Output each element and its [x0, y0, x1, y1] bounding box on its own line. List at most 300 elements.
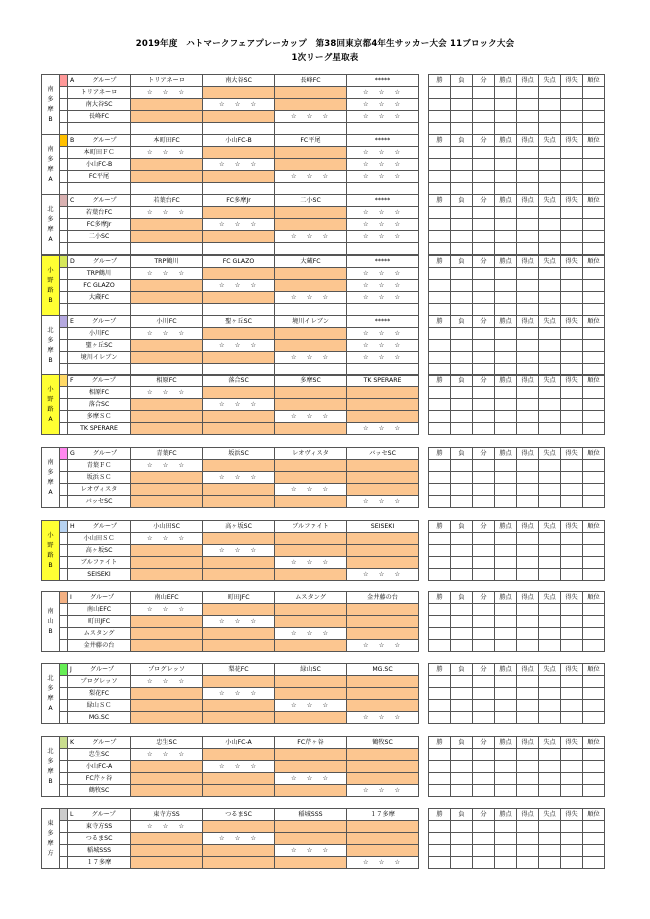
result-cell: [275, 268, 347, 280]
row-blank: [60, 147, 68, 159]
row-blank: [60, 183, 68, 195]
stat-header: 失点: [539, 75, 561, 87]
result-cell: [347, 411, 419, 423]
star-marks: ☆ ☆ ☆: [347, 219, 419, 231]
stat-cell: [473, 472, 495, 484]
result-cell: [203, 243, 275, 255]
stat-header: 順位: [583, 256, 605, 268]
stat-cell: [451, 773, 473, 785]
stat-header: 順位: [583, 809, 605, 821]
stat-header: 得点: [517, 316, 539, 328]
result-cell: [203, 773, 275, 785]
star-marks: ☆ ☆ ☆: [347, 569, 419, 581]
spacer: [419, 352, 429, 364]
row-blank: [60, 292, 68, 304]
row-team-name: 境川イレブン: [68, 352, 131, 364]
stat-header: 勝点: [495, 256, 517, 268]
result-cell: [203, 268, 275, 280]
result-cell: [131, 857, 203, 869]
star-marks: ☆ ☆ ☆: [275, 231, 347, 243]
column-team-name: つるまSC: [203, 809, 275, 821]
stat-cell: [561, 700, 583, 712]
row-team-name: 町田JFC: [68, 616, 131, 628]
stat-cell: [451, 472, 473, 484]
spacer: [419, 75, 429, 87]
stat-cell: [429, 147, 451, 159]
stat-cell: [429, 207, 451, 219]
stat-header: 勝点: [495, 592, 517, 604]
row-team-name: FC芹ヶ谷: [68, 773, 131, 785]
stat-cell: [473, 845, 495, 857]
result-cell: [131, 171, 203, 183]
stat-cell: [429, 700, 451, 712]
stat-cell: [429, 833, 451, 845]
stat-cell: [429, 231, 451, 243]
column-team-name: *****: [347, 316, 419, 328]
column-team-name: 相原FC: [131, 375, 203, 387]
table-row: [42, 280, 605, 292]
column-team-name: 鶴牧SC: [347, 737, 419, 749]
stat-cell: [517, 496, 539, 508]
stat-cell: [429, 749, 451, 761]
stat-header: 順位: [583, 375, 605, 387]
row-team-name: 若葉台FC: [68, 207, 131, 219]
stat-cell: [517, 845, 539, 857]
spacer: [419, 676, 429, 688]
stat-cell: [451, 533, 473, 545]
column-team-name: 坂浜SC: [203, 448, 275, 460]
row-blank: [60, 87, 68, 99]
table-row: [42, 231, 605, 243]
stat-header: 負: [451, 809, 473, 821]
group-label: E グループ: [68, 316, 131, 328]
stat-cell: [539, 821, 561, 833]
row-team-name: TK SPERARE: [68, 423, 131, 435]
stat-cell: [451, 243, 473, 255]
stat-cell: [451, 484, 473, 496]
row-team-name: 忠生SC: [68, 749, 131, 761]
spacer: [419, 809, 429, 821]
stat-cell: [517, 268, 539, 280]
column-team-name: *****: [347, 195, 419, 207]
stat-cell: [451, 387, 473, 399]
stat-cell: [517, 688, 539, 700]
stat-cell: [473, 123, 495, 135]
stat-cell: [473, 423, 495, 435]
result-cell: [203, 328, 275, 340]
stat-cell: [473, 545, 495, 557]
result-cell: [347, 545, 419, 557]
star-marks: ☆ ☆ ☆: [203, 688, 275, 700]
table-row: [42, 171, 605, 183]
row-team-name: 稲城SSS: [68, 845, 131, 857]
row-blank: [60, 387, 68, 399]
stat-cell: [583, 123, 605, 135]
stat-cell: [539, 460, 561, 472]
table-row: [42, 423, 605, 435]
stat-cell: [539, 352, 561, 364]
stat-cell: [495, 99, 517, 111]
stat-cell: [539, 845, 561, 857]
stat-cell: [561, 159, 583, 171]
stat-header: 勝: [429, 592, 451, 604]
stat-cell: [451, 423, 473, 435]
star-marks: ☆ ☆ ☆: [131, 821, 203, 833]
column-team-name: 本町田FC: [131, 135, 203, 147]
stat-cell: [451, 628, 473, 640]
row-blank: [60, 352, 68, 364]
stat-cell: [451, 87, 473, 99]
result-cell: [347, 700, 419, 712]
stat-cell: [561, 207, 583, 219]
group-letter-swatch: [60, 521, 68, 533]
stat-cell: [561, 219, 583, 231]
stat-cell: [473, 280, 495, 292]
result-cell: [347, 533, 419, 545]
stat-cell: [451, 557, 473, 569]
stat-cell: [561, 423, 583, 435]
table-row: [42, 99, 605, 111]
stat-cell: [495, 785, 517, 797]
stat-cell: [561, 183, 583, 195]
result-cell: [131, 569, 203, 581]
result-cell: [131, 123, 203, 135]
stat-cell: [495, 688, 517, 700]
stat-cell: [451, 496, 473, 508]
stat-header: 失点: [539, 448, 561, 460]
stat-cell: [495, 243, 517, 255]
result-cell: [275, 533, 347, 545]
spacer: [419, 159, 429, 171]
stat-cell: [583, 340, 605, 352]
stat-cell: [561, 280, 583, 292]
spacer: [419, 857, 429, 869]
row-blank: [60, 616, 68, 628]
spacer: [419, 340, 429, 352]
result-cell: [131, 785, 203, 797]
stat-header: 負: [451, 664, 473, 676]
stat-header: 負: [451, 316, 473, 328]
result-cell: [131, 472, 203, 484]
stat-header: 勝点: [495, 135, 517, 147]
stat-header: 負: [451, 195, 473, 207]
star-marks: ☆ ☆ ☆: [347, 207, 419, 219]
stat-cell: [495, 399, 517, 411]
stat-cell: [429, 761, 451, 773]
stat-header: 得失: [561, 195, 583, 207]
stat-header: 得失: [561, 375, 583, 387]
group-label: H グループ: [68, 521, 131, 533]
stat-cell: [429, 688, 451, 700]
stat-cell: [495, 545, 517, 557]
stat-header: 得点: [517, 75, 539, 87]
star-marks: ☆ ☆ ☆: [347, 328, 419, 340]
result-cell: [131, 111, 203, 123]
table-row: [42, 268, 605, 280]
stat-header: 順位: [583, 664, 605, 676]
row-blank: [60, 111, 68, 123]
spacer: [419, 123, 429, 135]
spacer: [419, 387, 429, 399]
result-cell: [275, 183, 347, 195]
stat-cell: [473, 773, 495, 785]
stat-cell: [561, 472, 583, 484]
star-marks: ☆ ☆ ☆: [347, 352, 419, 364]
group-label: J グループ: [68, 664, 131, 676]
group-letter-swatch: [60, 75, 68, 87]
stat-cell: [517, 533, 539, 545]
spacer: [419, 183, 429, 195]
result-cell: [203, 292, 275, 304]
stat-cell: [429, 628, 451, 640]
row-blank: [60, 604, 68, 616]
stat-cell: [473, 460, 495, 472]
stat-cell: [495, 712, 517, 724]
stat-cell: [495, 292, 517, 304]
stat-cell: [583, 219, 605, 231]
table-row: [42, 352, 605, 364]
stat-cell: [473, 231, 495, 243]
stat-cell: [583, 352, 605, 364]
row-team-name: MG.SC: [68, 712, 131, 724]
stat-cell: [473, 676, 495, 688]
stat-cell: [517, 304, 539, 316]
result-cell: [347, 472, 419, 484]
stat-header: 順位: [583, 195, 605, 207]
stat-header: 負: [451, 75, 473, 87]
group-region: 北 多 摩 B: [42, 737, 60, 797]
result-cell: [347, 183, 419, 195]
stat-cell: [517, 616, 539, 628]
stat-cell: [539, 243, 561, 255]
stat-cell: [473, 207, 495, 219]
table-row: [42, 411, 605, 423]
column-team-name: レオヴィスタ: [275, 448, 347, 460]
stat-cell: [539, 569, 561, 581]
spacer: [419, 280, 429, 292]
table-row: [42, 545, 605, 557]
row-team-name: 二小SC: [68, 231, 131, 243]
stat-cell: [473, 700, 495, 712]
row-team-name: 本町田ＦＣ: [68, 147, 131, 159]
stat-cell: [451, 785, 473, 797]
stat-cell: [583, 496, 605, 508]
spacer: [419, 171, 429, 183]
stat-cell: [517, 147, 539, 159]
stat-cell: [495, 821, 517, 833]
stat-cell: [495, 352, 517, 364]
row-blank: [60, 99, 68, 111]
row-team-name: 緑山ＳＣ: [68, 700, 131, 712]
star-marks: ☆ ☆ ☆: [203, 472, 275, 484]
result-cell: [131, 219, 203, 231]
result-cell: [347, 557, 419, 569]
stat-cell: [583, 292, 605, 304]
row-blank: [60, 640, 68, 652]
stat-cell: [429, 304, 451, 316]
spacer: [419, 496, 429, 508]
star-marks: ☆ ☆ ☆: [347, 423, 419, 435]
stat-cell: [451, 352, 473, 364]
result-cell: [203, 557, 275, 569]
result-cell: [203, 749, 275, 761]
star-marks: ☆ ☆ ☆: [203, 340, 275, 352]
result-cell: [275, 147, 347, 159]
stat-cell: [539, 304, 561, 316]
result-cell: [203, 423, 275, 435]
table-row: [42, 785, 605, 797]
stat-cell: [583, 688, 605, 700]
star-marks: ☆ ☆ ☆: [131, 387, 203, 399]
stat-header: 得失: [561, 521, 583, 533]
column-team-name: 境川イレブン: [275, 316, 347, 328]
stat-cell: [451, 688, 473, 700]
table-row: [42, 399, 605, 411]
result-cell: [347, 676, 419, 688]
stat-cell: [473, 292, 495, 304]
stat-header: 失点: [539, 592, 561, 604]
stat-header: 分: [473, 592, 495, 604]
row-team-name: FC平尾: [68, 171, 131, 183]
stat-cell: [429, 340, 451, 352]
stat-header: 順位: [583, 75, 605, 87]
stat-cell: [583, 640, 605, 652]
stat-header: 勝: [429, 375, 451, 387]
star-marks: ☆ ☆ ☆: [347, 292, 419, 304]
stat-header: 勝点: [495, 521, 517, 533]
row-blank: [60, 545, 68, 557]
stat-cell: [517, 99, 539, 111]
stat-cell: [473, 268, 495, 280]
stat-cell: [495, 857, 517, 869]
row-blank: [60, 243, 68, 255]
stat-cell: [451, 159, 473, 171]
stat-cell: [517, 460, 539, 472]
stat-cell: [583, 472, 605, 484]
table-row: [42, 207, 605, 219]
spacer: [419, 231, 429, 243]
stat-cell: [451, 569, 473, 581]
star-marks: ☆ ☆ ☆: [347, 640, 419, 652]
row-blank: [60, 304, 68, 316]
stat-cell: [429, 785, 451, 797]
stat-cell: [583, 557, 605, 569]
stat-cell: [517, 387, 539, 399]
stat-cell: [539, 628, 561, 640]
star-marks: ☆ ☆ ☆: [275, 845, 347, 857]
stat-cell: [561, 557, 583, 569]
stat-cell: [451, 460, 473, 472]
stat-header: 分: [473, 256, 495, 268]
column-team-name: FC GLAZO: [203, 256, 275, 268]
star-marks: ☆ ☆ ☆: [347, 268, 419, 280]
result-cell: [203, 304, 275, 316]
result-cell: [275, 243, 347, 255]
stat-cell: [583, 304, 605, 316]
stat-cell: [517, 340, 539, 352]
stat-cell: [561, 99, 583, 111]
stat-cell: [583, 243, 605, 255]
table-row: [42, 712, 605, 724]
stat-cell: [561, 533, 583, 545]
result-cell: [275, 749, 347, 761]
column-team-name: 大蔵FC: [275, 256, 347, 268]
row-blank: [60, 833, 68, 845]
result-cell: [203, 411, 275, 423]
group-region: 南 多 摩 A: [42, 135, 60, 195]
star-marks: ☆ ☆ ☆: [347, 171, 419, 183]
result-cell: [203, 640, 275, 652]
stat-cell: [473, 688, 495, 700]
column-team-name: TK SPERARE: [347, 375, 419, 387]
row-team-name: 青葉ＦＣ: [68, 460, 131, 472]
stat-cell: [495, 640, 517, 652]
group-region: 小 野 路 B: [42, 256, 60, 316]
row-blank: [60, 821, 68, 833]
stat-header: 勝: [429, 448, 451, 460]
stat-cell: [561, 292, 583, 304]
spacer: [419, 845, 429, 857]
stat-header: 分: [473, 375, 495, 387]
stat-cell: [473, 616, 495, 628]
stat-cell: [429, 640, 451, 652]
spacer: [419, 399, 429, 411]
stat-cell: [429, 460, 451, 472]
row-team-name: 落合SC: [68, 399, 131, 411]
stat-header: 勝: [429, 75, 451, 87]
spacer: [419, 375, 429, 387]
table-row: [42, 688, 605, 700]
stat-cell: [429, 496, 451, 508]
spacer: [419, 604, 429, 616]
stat-cell: [539, 399, 561, 411]
result-cell: [203, 569, 275, 581]
column-team-name: 南大谷SC: [203, 75, 275, 87]
stat-cell: [473, 496, 495, 508]
stat-cell: [473, 399, 495, 411]
stat-cell: [517, 761, 539, 773]
stat-cell: [473, 640, 495, 652]
stat-cell: [495, 484, 517, 496]
stat-header: 得点: [517, 592, 539, 604]
stat-header: 勝点: [495, 737, 517, 749]
spacer: [419, 243, 429, 255]
stat-cell: [583, 183, 605, 195]
result-cell: [347, 749, 419, 761]
stat-header: 失点: [539, 135, 561, 147]
stat-cell: [495, 533, 517, 545]
stat-cell: [429, 87, 451, 99]
stat-cell: [539, 785, 561, 797]
stat-cell: [429, 411, 451, 423]
stat-cell: [473, 219, 495, 231]
result-cell: [275, 99, 347, 111]
row-team-name: 南大谷SC: [68, 99, 131, 111]
row-blank: [60, 423, 68, 435]
group-a-table: [41, 74, 605, 135]
stat-cell: [539, 676, 561, 688]
row-team-name: 小川FC: [68, 328, 131, 340]
stat-cell: [583, 159, 605, 171]
stat-header: 得失: [561, 135, 583, 147]
result-cell: [203, 460, 275, 472]
stat-cell: [473, 557, 495, 569]
group-c-table: [41, 194, 605, 255]
result-cell: [275, 616, 347, 628]
star-marks: ☆ ☆ ☆: [347, 785, 419, 797]
column-team-name: ブルファイト: [275, 521, 347, 533]
result-cell: [275, 328, 347, 340]
